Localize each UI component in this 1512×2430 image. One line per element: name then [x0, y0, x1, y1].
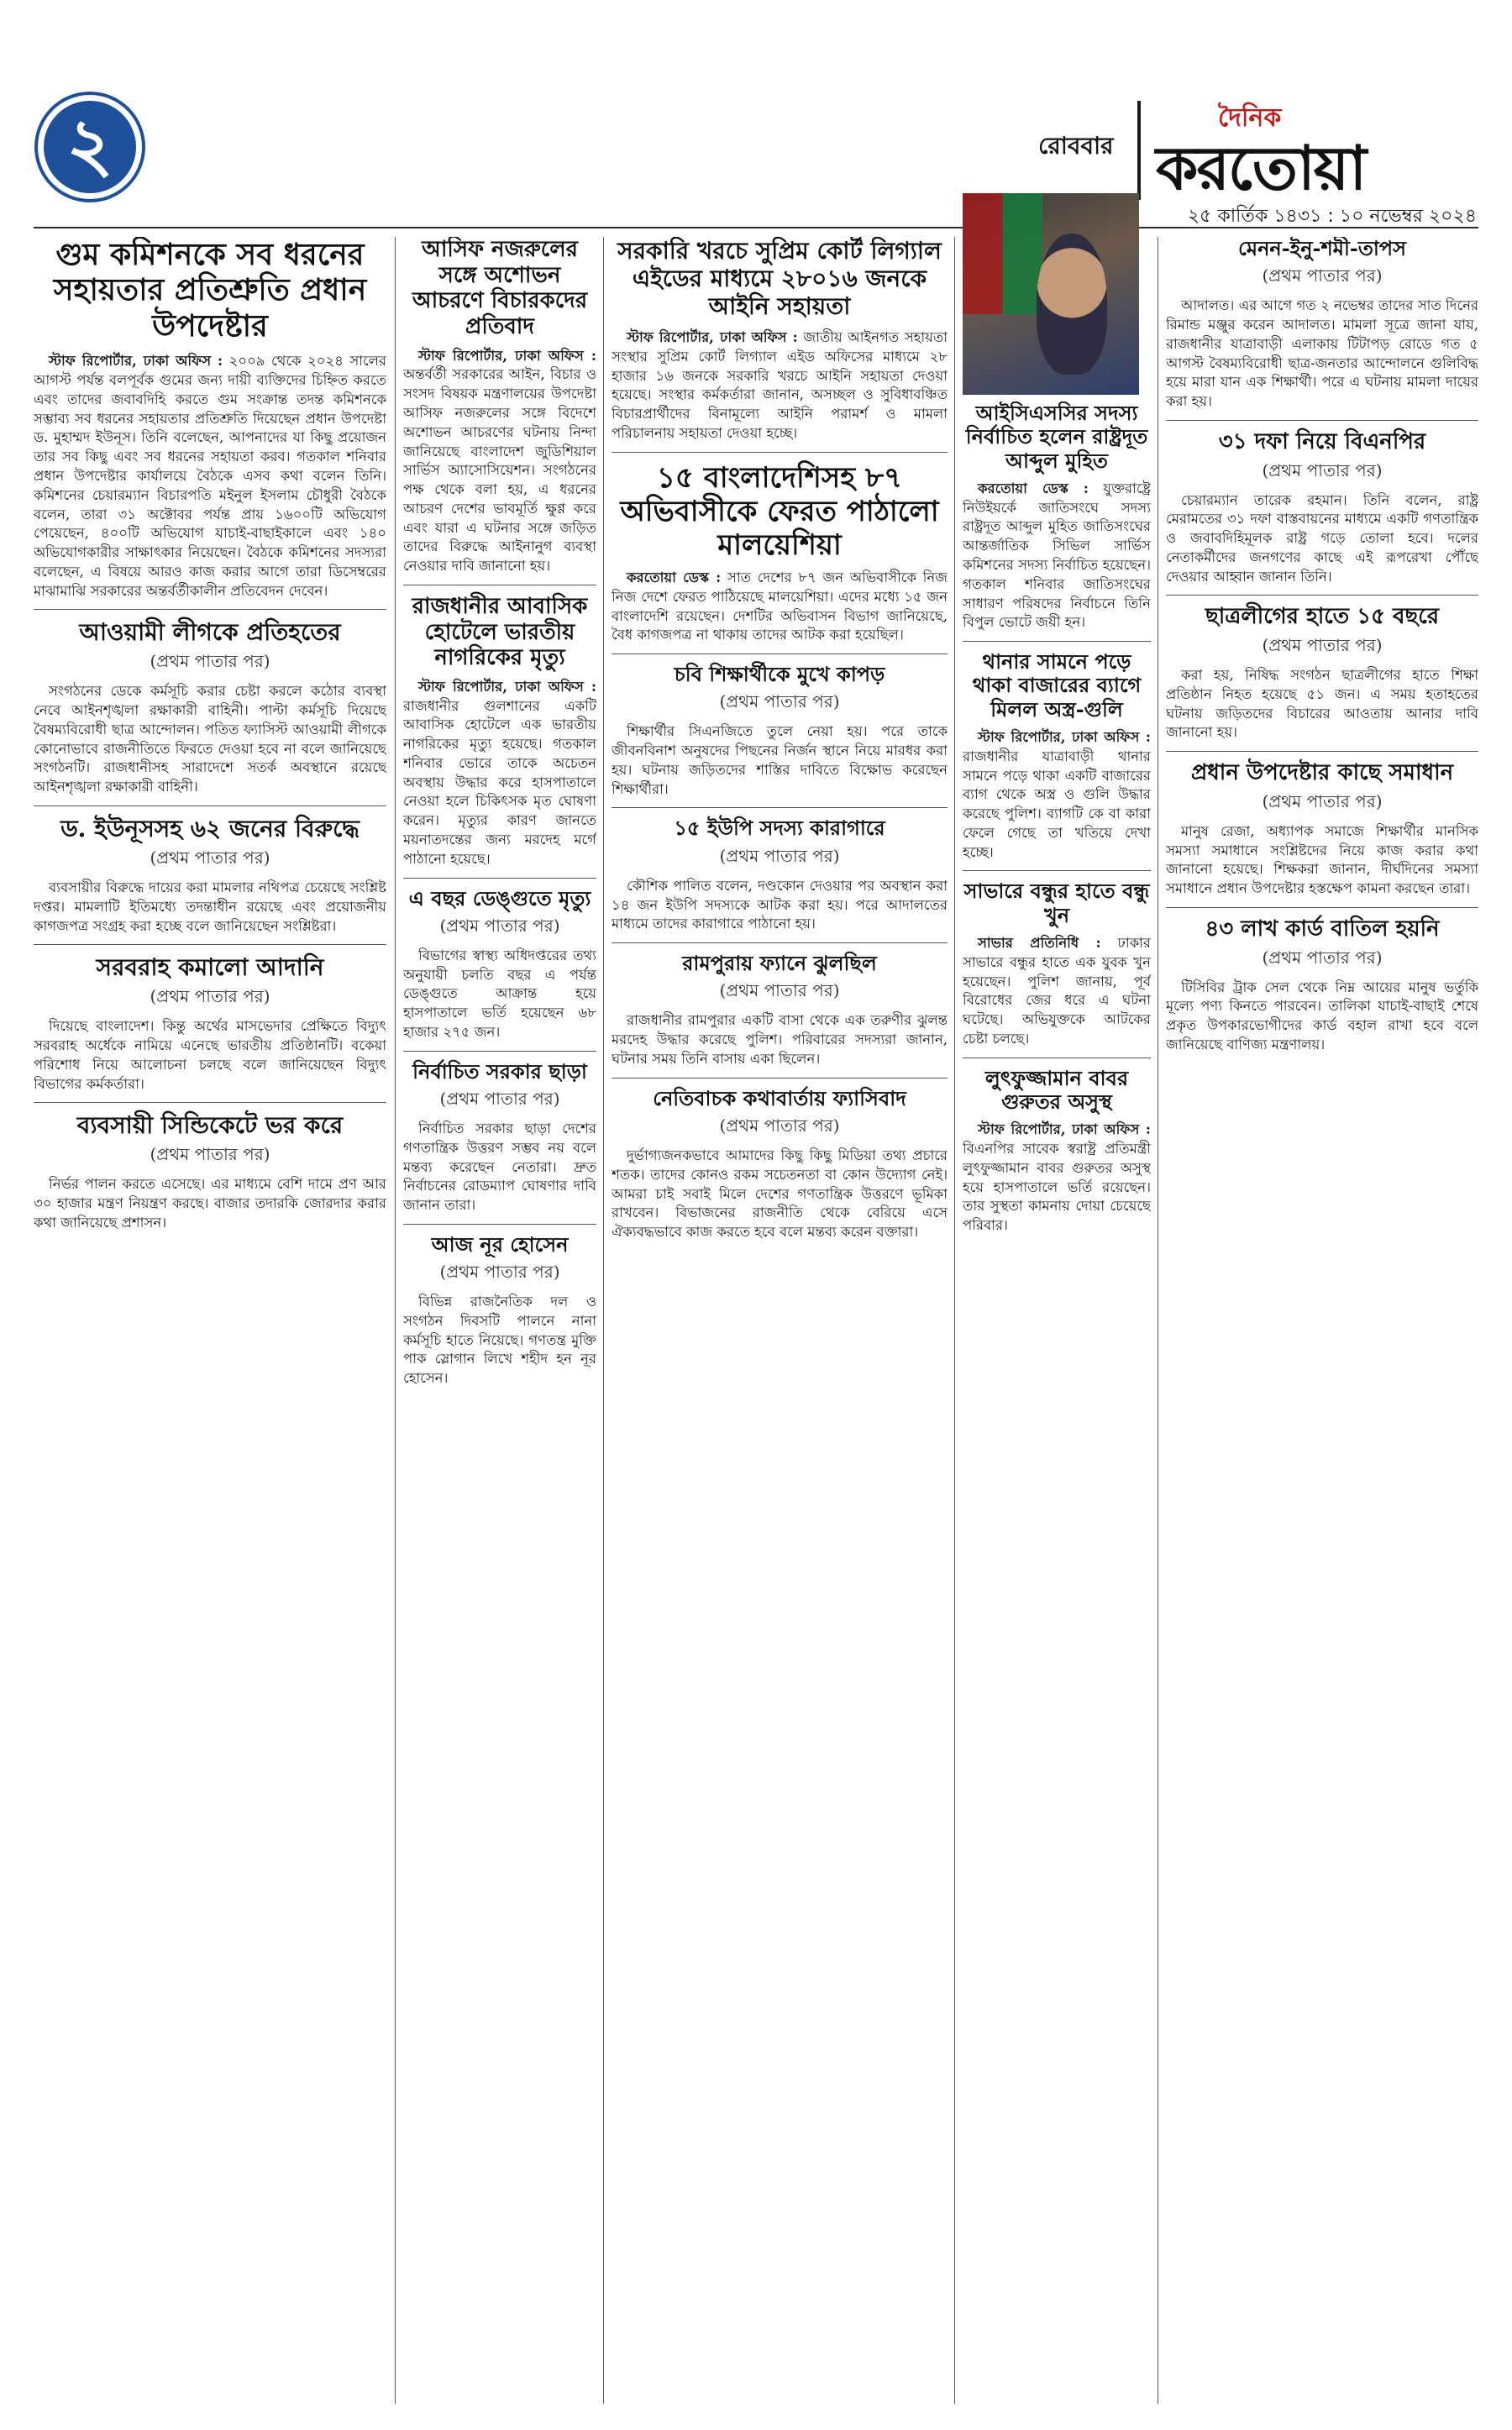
kicker-dengue: (প্রথম পাতার পর): [439, 915, 560, 936]
divider: [403, 878, 596, 879]
byline-court: স্টাফ রিপোর্টার, ঢাকা অফিস :: [627, 329, 798, 346]
headline-up-members: ১৫ ইউপি সদস্য কারাগারে: [674, 816, 885, 841]
body-asif: অন্তর্বর্তী সরকারের আইন, বিচার ও সংসদ বিষয়ক মন্ত্রণালয়ের উপদেষ্টা আসিফ নজরুলের সঙ্গে বিদেশে অশোভন আচরণের ঘটনায় নিন্দা জানিয়েছে বাংলাদেশ জুডিশিয়াল সার্ভিস অ্যাসোসিয়েশন। সংগঠনের পক্ষ থেকে বলা হয়, এ ধরনের আচরণ দেশের ভাবমূর্তি ক্ষুণ্ণ করে এবং যারা এ ঘটনার সঙ্গে জড়িত তাদের বিরুদ্ধে আইনানুগ ব্যবস্থা নেওয়ার দাবি জানানো হয়।: [403, 366, 596, 575]
kicker-syndicate: (প্রথম পাতার পর): [150, 1144, 270, 1165]
article-thana: [963, 728, 1151, 862]
byline-thana: স্টাফ রিপোর্টার, ঢাকা অফিস :: [978, 729, 1151, 745]
headline-adani: সরবরাহ কমালো আদানি: [96, 953, 324, 982]
headline-chhatraleague: ছাত্রলীগের হাতে ১৫ বছরে: [1205, 604, 1440, 630]
divider: [1166, 595, 1478, 596]
body-nirbachito: নির্বাচিত সরকার ছাড়া দেশের গণতান্ত্রিক উত্তরণ সম্ভব নয় বলে মন্তব্য করেছেন নেতারা। দ্রুত নির্বাচনের রোডম্যাপ ঘোষণার দাবি জানান তারা।: [403, 1121, 596, 1214]
body-cu-student: শিক্ষার্থীর সিএনজিতে তুলে নেয়া হয়। পরে তাকে জীবনবিনাশ অনুষদের পিছনের নির্জন স্থানে নিয়ে মারধর করা হয়। ঘটনায় জড়িতদের শাস্তির দাবিতে বিক্ষোভ করেছেন শিক্ষার্থীরা।: [612, 723, 948, 797]
body-malaysia: সাত দেশের ৮৭ জন অভিবাসীকে নিজ নিজ দেশে ফেরত পাঠিয়েছে মালয়েশিয়া। এদের মধ্যে ১৫ জন বাংলাদেশি রয়েছেন। দেশটির অভিবাসন বিভাগ জানিয়েছে, বৈধ কাগজপত্র না থাকায় তাদের আটক করা হয়েছিল।: [612, 569, 948, 643]
column-rule: [395, 237, 396, 2404]
kicker-nirbachito: (প্রথম পাতার পর): [439, 1089, 560, 1109]
article-court: [612, 328, 948, 443]
kicker-cu-student: (প্রথম পাতার পর): [719, 691, 840, 712]
column-rule: [603, 237, 604, 2404]
divider: [34, 609, 386, 610]
article-hotel: [403, 678, 596, 869]
body-thana: রাজধানীর যাত্রাবাড়ী থানার সামনে পড়ে থাকা একটি বাজারের ব্যাগ থেকে অস্ত্র ও গুলি উদ্ধার করেছে পুলিশ। ব্যাগটি কে বা কারা ফেলে গেছে তা খতিয়ে দেখা হচ্ছে।: [963, 748, 1151, 860]
article-savar: [963, 934, 1151, 1049]
column-gum: [34, 237, 386, 2404]
divider: [1166, 751, 1478, 752]
kicker-bnp: (প্রথম পাতার পর): [1262, 459, 1383, 480]
headline-cu-student: চবি শিক্ষার্থীকে মুখে কাপড়: [674, 662, 885, 687]
body-babar: বিএনপির সাবেক স্বরাষ্ট্র প্রতিমন্ত্রী লুৎফুজ্জামান বাবর গুরুতর অসুস্থ হয়ে হাসপাতালে ভর্তি রয়েছেন। তার সুস্থতা কামনায় দোয়া চেয়েছে পরিবার।: [963, 1140, 1151, 1234]
headline-tcb-cards: ৪৩ লাখ কার্ড বাতিল হয়নি: [1205, 916, 1440, 942]
body-hotel: রাজধানীর গুলশানের একটি আবাসিক হোটেলে এক ভারতীয় নাগরিকের মৃত্যু হয়েছে। গতকাল শনিবার ভোরে তাকে অচেতন অবস্থায় উদ্ধার করে হাসপাতালে নেওয়া হলে চিকিৎসক মৃত ঘোষণা করেন। মৃত্যুর কারণ জানতে ময়নাতদন্তের জন্য মরদেহ মর্গে পাঠানো হয়েছে।: [403, 697, 596, 867]
byline-malaysia: করতোয়া ডেস্ক :: [627, 569, 722, 586]
divider: [963, 870, 1151, 871]
headline-chief-adviser: প্রধান উপদেষ্টার কাছে সমাধান: [1190, 760, 1454, 786]
divider: [612, 452, 948, 453]
body-dengue: বিভাগের স্বাস্থ্য অধিদপ্তরের তথ্য অনুযায়ী চলতি বছর এ পর্যন্ত ডেঙ্গুতে আক্রান্ত হয়ে হাসপাতালে ভর্তি হয়েছেন ৬৮ হাজার ২৭৫ জন।: [403, 947, 596, 1040]
divider: [612, 1078, 948, 1079]
masthead: [1038, 94, 1477, 203]
kicker-chhatraleague: (প্রথম পাতার পর): [1262, 635, 1383, 656]
headline-nur: আজ নূর হোসেন: [431, 1231, 569, 1257]
column-rule: [954, 237, 955, 2404]
article-ics: [963, 480, 1151, 632]
kicker-up-members: (প্রথম পাতার পর): [719, 845, 840, 866]
body-bnp: চেয়ারম্যান তারেক রহমান। তিনি বলেন, রাষ্ট্র মেরামতের ৩১ দফা বাস্তবায়নের মাধ্যমে একটি গণতান্ত্রিক ও জবাবদিহিমূলক রাষ্ট্র গড়ে তোলা হবে। দলের নেতাকর্মীদের জনগণের কাছে এই রূপরেখা পৌঁছে দেওয়ার আহ্বান জানান তিনি।: [1166, 491, 1478, 585]
byline-asif: স্টাফ রিপোর্টার, ঢাকা অফিস :: [418, 347, 596, 364]
divider: [34, 1102, 386, 1103]
headline-asif: আসিফ নজরুলের সঙ্গে অশোভন আচরণে বিচারকদের প্রতিবাদ: [412, 237, 588, 340]
kicker-awami: (প্রথম পাতার পর): [150, 651, 270, 672]
body-up-members: কৌশিক পালিত বলেন, দণ্ডকোন দেওয়ার পর অবস্থান করা ১৪ জন ইউপি সদস্যকে আটক করা হয়। পরে আদালতের মাধ্যমে তাদের কারাগারে পাঠানো হয়।: [612, 877, 948, 932]
paper-logo: করতোয়া: [1156, 132, 1366, 203]
article-malaysia: [612, 569, 948, 645]
flag-backdrop: [963, 193, 1042, 314]
article-babar: [963, 1121, 1151, 1236]
divider: [403, 1224, 596, 1225]
weekday: রোববার: [1038, 132, 1114, 160]
kicker-yunus: (প্রথম পাতার পর): [150, 848, 270, 869]
headline-negative: নেতিবাচক কথাবার্তায় ফ্যাসিবাদ: [653, 1085, 906, 1110]
divider: [34, 944, 386, 945]
divider: [612, 942, 948, 943]
headline-savar: সাভারে বন্ধুর হাতে বন্ধু খুন: [963, 879, 1150, 927]
kicker-tcb-cards: (প্রথম পাতার পর): [1262, 947, 1383, 968]
headline-nirbachito: নির্বাচিত সরকার ছাড়া: [412, 1058, 587, 1084]
byline-ics: করতোয়া ডেস্ক :: [978, 480, 1089, 496]
body-nur: বিভিন্ন রাজনৈতিক দল ও সংগঠন দিবসটি পালনে নানা কর্মসূচি হাতে নিয়েছে। গণতন্ত্র মুক্তি পাক স্লোগান লিখে শহীদ হন নূর হোসেন।: [403, 1294, 596, 1387]
kicker-nur: (প্রথম পাতার পর): [439, 1262, 560, 1283]
headline-ics: আইসিএসসির সদস্য নির্বাচিত হলেন রাষ্ট্রদূত আব্দুল মুহিত: [965, 402, 1148, 473]
body-yunus: ব্যবসায়ীর বিরুদ্ধে দায়ের করা মামলার নথিপত্র চেয়েছে সংশ্লিষ্ট দপ্তর। মামলাটি ইতিমধ্যে তদন্তাধীন রয়েছে এবং প্রয়োজনীয় কাগজপত্র সংগ্রহ করা হচ্ছে বলে জানিয়েছেন সংশ্লিষ্টরা।: [34, 879, 386, 934]
kicker-negative: (প্রথম পাতার পর): [719, 1115, 840, 1136]
article-gum: [34, 352, 386, 601]
headline-hotel: রাজধানীর আবাসিক হোটেলে ভারতীয় নাগরিকের মৃত্যু: [412, 593, 588, 671]
headline-dengue: এ বছর ডেঙ্গুতে মৃত্যু: [408, 885, 591, 911]
headline-rampura: রামপুরায় ফ্যানে ঝুলছিল: [682, 951, 877, 976]
article-asif: [403, 347, 596, 576]
divider: [612, 653, 948, 654]
divider: [1166, 420, 1478, 421]
body-awami: সংগঠনের ডেকে কর্মসূচি করার চেষ্টা করলে কঠোর ব্যবস্থা নেবে আইনশৃঙ্খলা রক্ষাকারী বাহিনী। পাল্টা কর্মসূচি দিয়েছে বৈষম্যবিরোধী ছাত্র আন্দোলন। পতিত ফ্যাসিস্ট আওয়ামী লীগকে কোনোভাবে রাজনীতিতে ফিরতে দেওয়া হবে না বলে জানিয়েছে সংগঠনটি। রাজধানীসহ সারাদেশে সতর্ক অবস্থানে রয়েছে আইনশৃঙ্খলা রক্ষাকারী বাহিনী।: [34, 683, 386, 795]
body-menon: আদালত। এর আগে গত ২ নভেম্বর তাদের সাত দিনের রিমান্ড মঞ্জুর করেন আদালত। মামলা সূত্রে জানা যায়, রাজধানীর যাত্রাবাড়ী এলাকায় টিটাপড় রোডে গত ৫ আগস্ট বৈষম্যবিরোধী ছাত্র-জনতার আন্দোলনে গুলিবিদ্ধ হয়ে মারা যান এক শিক্ষার্থী। পরে এ ঘটনায় মামলা দায়ের করা হয়।: [1166, 297, 1478, 410]
column-court: [612, 237, 948, 2404]
headline-syndicate: ব্যবসায়ী সিন্ডিকেটে ভর করে: [76, 1111, 344, 1140]
headline-gum: গুম কমিশনকে সব ধরনের সহায়তার প্রতিশ্রুতি প্রধান উপদেষ্টার: [53, 237, 367, 344]
column-ics: [963, 402, 1151, 2401]
body-gum: ২০০৯ থেকে ২০২৪ সালের আগস্ট পর্যন্ত বলপূর্বক গুমের জন্য দায়ী ব্যক্তিদের চিহ্নিত করতে এবং তাদের জবাবদিহি করতে গুম সংক্রান্ত তদন্ত কমিশনকে সম্ভাব্য সব ধরনের সহায়তার প্রতিশ্রুতি দিয়েছেন প্রধান উপদেষ্টা ড. মুহাম্মদ ইউনূস। তিনি বলেছেন, আপনাদের যা কিছু প্রয়োজন তার সব কিছু এবং সব ধরনের সহায়তা করব। গতকাল শনিবার প্রধান উপদেষ্টার কার্যালয়ে বৈঠকে এসব কথা বলেন তিনি। কমিশনের চেয়ারম্যান বিচারপতি মইনুল ইসলাম চৌধুরী বৈঠকে বলেন, তারা ৩১ অক্টোবর পর্যন্ত প্রায় ১৬০০টি অভিযোগ পেয়েছেন, ৪০০টি অভিযোগ যাচাই-বাছাইকালে এবং ১৪০ অভিযোগকারীর সাক্ষাৎকার নিয়েছেন। বৈঠকে কমিশনের সদস্যরা বলেছেন, এ বিষয়ে আরও কাজ করার আগে তারা ডিসেম্বরের মাঝামাঝি সরকারের অন্তর্বর্তীকালীন প্রতিবেদন দেবেন।: [34, 353, 386, 599]
headline-awami: আওয়ামী লীগকে প্রতিহতের: [79, 618, 341, 647]
portrait-photo: [963, 193, 1139, 395]
top-rule: [34, 227, 1478, 228]
divider: [963, 641, 1151, 642]
page-number-badge: ২: [44, 101, 136, 193]
body-chief-adviser: মানুষ রেজা, অধ্যাপক সমাজে শিক্ষার্থীর মানসিক সমস্যা সমাধানে সংশ্লিষ্টদের নিয়ে কাজ করার কথা জানানো হয়েছে। শিক্ষকরা জানান, দীর্ঘদিনের সমস্যা সমাধানে প্রধান উপদেষ্টার হস্তক্ষেপ কামনা করছেন তারা।: [1166, 822, 1478, 897]
byline-hotel: স্টাফ রিপোর্টার, ঢাকা অফিস :: [418, 678, 596, 695]
headline-yunus: ড. ইউনূসসহ ৬২ জনের বিরুদ্ধে: [60, 814, 360, 842]
body-ics: যুক্তরাষ্ট্রে নিউইয়র্কে জাতিসংঘে সদস্য রাষ্ট্রদূত আব্দুল মুহিত জাতিসংঘের আন্তর্জাতিক সিভিল সার্ভিস কমিশনের সদস্য নির্বাচিত হয়েছেন। গতকাল শনিবার জাতিসংঘের সাধারণ পরিষদের নির্বাচনে তিনি বিপুল ভোটে জয়ী হন।: [963, 480, 1151, 631]
divider: [1166, 907, 1478, 908]
kicker-menon: (প্রথম পাতার পর): [1262, 265, 1383, 286]
body-court: জাতীয় আইনগত সহায়তা সংস্থার সুপ্রিম কোর্ট লিগ্যাল এইড অফিসের মাধ্যমে ২৮ হাজার ১৬ জনকে সরকারি খরচে আইনি সহায়তা দেওয়া হয়েছে। সংস্থার কর্মকর্তারা জানান, অসচ্ছল ও সুবিধাবঞ্চিত বিচারপ্রার্থীদের বিনামূল্যে আইনি পরামর্শ ও মামলা পরিচালনায় সহায়তা দেওয়া হচ্ছে।: [612, 329, 948, 441]
body-adani: দিয়েছে বাংলাদেশ। কিন্তু অর্থের মাসভেদার প্রেক্ষিতে বিদ্যুৎ সরবরাহ অর্ধেকে নামিয়ে এনেছে ভারতীয় প্রতিষ্ঠানটি। বকেয়া পরিশোধ নিয়ে আলোচনা চলছে বলে জানিয়েছেন বিদ্যুৎ বিভাগের কর্মকর্তারা।: [34, 1018, 386, 1092]
body-rampura: রাজধানীর রামপুরার একটি বাসা থেকে এক তরুণীর ঝুলন্ত মরদেহ উদ্ধার করেছে পুলিশ। পরিবারের সদস্যরা জানান, ঘটনার সময় তিনি বাসায় একা ছিলেন।: [612, 1012, 948, 1067]
column-asif: [403, 237, 596, 2404]
headline-babar: লুৎফুজ্জামান বাবর গুরুতর অসুস্থ: [984, 1065, 1129, 1114]
headline-menon: মেনন-ইনু-শমী-তাপস: [1238, 237, 1406, 260]
body-chhatraleague: করা হয়, নিষিদ্ধ সংগঠন ছাত্রলীগের হাতে শিক্ষা প্রতিষ্ঠান নিহত হয়েছে ৫১ জন। এ সময় হতাহতের ঘটনায় জড়িতদের বিচারের আওতায় আনার দাবি জানানো হয়।: [1166, 667, 1478, 741]
body-tcb-cards: টিসিবির ট্রাক সেল থেকে নিম্ন আয়ের মানুষ ভর্তুকি মূল্যে পণ্য কিনতে পারবেন। তালিকা যাচাই-বাছাই শেষে প্রকৃত উপকারভোগীদের কার্ড বহাল রাখা হবে বলে জানিয়েছে বাণিজ্য মন্ত্রণালয়।: [1166, 979, 1478, 1052]
dateline: ২৫ কার্তিক ১৪৩১ : ১০ নভেম্বর ২০২৪: [1187, 206, 1477, 227]
paper-small-title: দৈনিক: [1218, 103, 1282, 133]
byline-savar: সাভার প্রতিনিধি :: [978, 934, 1101, 951]
byline-babar: স্টাফ রিপোর্টার, ঢাকা অফিস :: [978, 1121, 1151, 1138]
divider: [403, 1051, 596, 1052]
body-savar: ঢাকার সাভারে বন্ধুর হাতে এক যুবক খুন হয়েছেন। পুলিশ জানায়, পূর্ব বিরোধের জের ধরে এ ঘটনা ঘটেছে। অভিযুক্তকে আটকের চেষ্টা চলছে।: [963, 934, 1151, 1047]
masthead-divider: [1137, 101, 1141, 200]
headline-bnp: ৩১ দফা নিয়ে বিএনপির: [1218, 428, 1426, 454]
headline-thana: থানার সামনে পড়ে থাকা বাজারের ব্যাগে মিলল অস্ত্র-গুলি: [972, 649, 1142, 722]
byline-gum: স্টাফ রিপোর্টার, ঢাকা অফিস :: [49, 353, 223, 370]
kicker-rampura: (প্রথম পাতার পর): [719, 980, 840, 1001]
kicker-adani: (প্রথম পাতার পর): [150, 986, 270, 1007]
kicker-chief-adviser: (প্রথম পাতার পর): [1262, 790, 1383, 811]
column-right: [1166, 237, 1478, 2404]
body-negative: দুর্ভাগ্যজনকভাবে আমাদের কিছু কিছু মিডিয়া তথ্য প্রচারে শতক। তাদের কোনও রকম সচেতনতা বা কোন উদ্যোগ নেই। আমরা চাই সবাই মিলে দেশের গণতান্ত্রিক উত্তরণে ভূমিকা রাখবেন। বিভাজনের রাজনীতি থেকে বেরিয়ে এসে ঐক্যবদ্ধভাবে কাজ করতে হবে বলে মন্তব্য করেন বক্তারা।: [612, 1147, 948, 1241]
divider: [612, 807, 948, 808]
body-syndicate: নির্ভর পালন করতে এসেছে। এর মাধ্যমে বেশি দামে প্রণ আর ৩০ হাজার মন্ত্রণ নিয়ন্ত্রণ করছে। বাজার তদারকি জোরদার করার কথা জানিয়েছে প্রশাসন।: [34, 1176, 386, 1231]
headline-court: সরকারি খরচে সুপ্রিম কোর্ট লিগ্যাল এইডের মাধ্যমে ২৮০১৬ জনকে আইনি সহায়তা: [617, 237, 942, 321]
headline-malaysia: ১৫ বাংলাদেশিসহ ৮৭ অভিবাসীকে ফেরত পাঠালো মালয়েশিয়া: [620, 460, 939, 562]
portrait-figure: [1037, 234, 1107, 375]
